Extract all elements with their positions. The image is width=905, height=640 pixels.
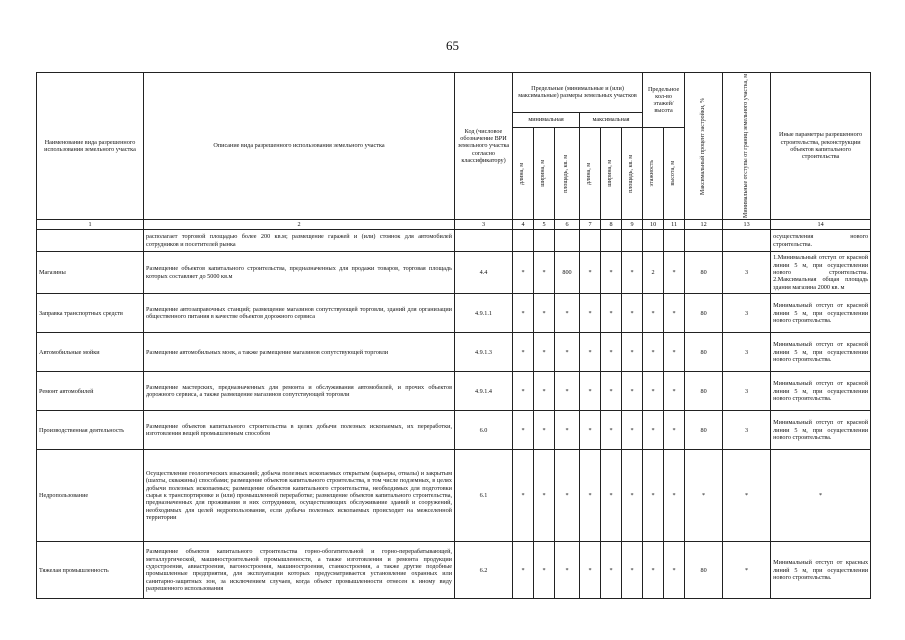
parameter-value: *: [513, 542, 534, 599]
column-number: 12: [685, 219, 723, 229]
parameter-value: *: [643, 542, 664, 599]
land-use-code: [455, 230, 513, 252]
parameter-value: [580, 230, 601, 252]
land-use-description: располагает торговой площадью более 200 кв.м; размещение гаражей и (или) стоянок для автомобилей сотрудников и посетителей рынка: [144, 230, 455, 252]
parameter-value: 3: [723, 333, 771, 372]
parameter-value: *: [580, 450, 601, 542]
parameter-value: *: [601, 333, 622, 372]
parameter-value: 80: [685, 294, 723, 333]
header-height: высота, м: [670, 161, 677, 186]
parameter-value: *: [643, 411, 664, 450]
parameter-value: *: [513, 450, 534, 542]
column-number-row: [37, 219, 871, 229]
column-number: 4: [513, 219, 534, 229]
other-parameters: Минимальный отступ от красной линии 5 м, при осуществлении нового строительства.: [771, 411, 871, 450]
parameter-value: 80: [685, 542, 723, 599]
other-parameters: осуществления нового строительства.: [771, 230, 871, 252]
header-plot-sizes: Предельные (минимальные и (или) максимальные) размеры земельных участков: [513, 73, 643, 113]
land-use-code: 4.9.1.3: [455, 333, 513, 372]
land-use-name: [37, 230, 144, 252]
land-use-name: Тяжелая промышленность: [37, 542, 144, 599]
land-use-code: 6.1: [455, 450, 513, 542]
parameter-value: [685, 230, 723, 252]
parameter-value: *: [723, 542, 771, 599]
parameter-value: *: [513, 252, 534, 294]
parameter-value: *: [622, 252, 643, 294]
header-min-setback: Минимальные отступы от границ земельного участка, м: [742, 74, 749, 218]
parameter-value: 80: [685, 252, 723, 294]
parameter-value: [534, 230, 555, 252]
parameter-value: [723, 230, 771, 252]
land-use-name: Магазины: [37, 252, 144, 294]
parameter-value: [643, 230, 664, 252]
land-use-code: 4.9.1.4: [455, 372, 513, 411]
table-row: [37, 230, 871, 252]
parameter-value: *: [643, 294, 664, 333]
header-max-length: длина, м: [586, 162, 593, 185]
header-max-area: площадь, кв. м: [628, 154, 635, 193]
parameter-value: *: [601, 252, 622, 294]
parameter-value: *: [622, 411, 643, 450]
parameter-value: *: [534, 294, 555, 333]
column-number: 5: [534, 219, 555, 229]
parameter-value: *: [622, 294, 643, 333]
header-description: Описание вида разрешенного использования земельного участка: [144, 73, 455, 220]
page-number: 65: [446, 38, 459, 53]
column-number: 11: [664, 219, 685, 229]
column-number: 10: [643, 219, 664, 229]
column-number: 7: [580, 219, 601, 229]
table-row: [37, 542, 871, 599]
header-name: Наименование вида разрешенного использования земельного участка: [37, 73, 144, 220]
parameter-value: *: [664, 450, 685, 542]
header-code: Код (числовое обозначение ВРИ земельного участка согласно классификатору): [455, 73, 513, 220]
table-row: [37, 333, 871, 372]
table-row: [37, 450, 871, 542]
land-use-name: Автомобильные мойки: [37, 333, 144, 372]
land-use-description: Размещение объектов капитального строительства в целях добычи полезных ископаемых, их переработки, изготовления вещей промышленным способом: [144, 411, 455, 450]
header-floors-height: Предельное кол-во этажей/высота: [643, 73, 685, 128]
parameter-value: *: [664, 372, 685, 411]
parameter-value: *: [622, 333, 643, 372]
land-use-code: 6.2: [455, 542, 513, 599]
parameter-value: *: [555, 294, 580, 333]
parameter-value: *: [601, 542, 622, 599]
parameter-value: *: [664, 252, 685, 294]
table-row: [37, 294, 871, 333]
table-row: [37, 411, 871, 450]
land-use-description: Размещение объектов капитального строительства, предназначенных для продажи товаров, торговая площадь которых составляет до 5000 кв.м: [144, 252, 455, 294]
column-number: 6: [555, 219, 580, 229]
parameter-value: [622, 230, 643, 252]
parameter-value: *: [555, 372, 580, 411]
column-number: 9: [622, 219, 643, 229]
other-parameters: Минимальный отступ от красной линии 5 м, при осуществлении нового строительства.: [771, 333, 871, 372]
parameter-value: *: [534, 411, 555, 450]
parameter-value: *: [643, 372, 664, 411]
parameter-value: *: [601, 372, 622, 411]
parameter-value: *: [643, 333, 664, 372]
other-parameters: Минимальный отступ от красной линии 5 м, при осуществлении нового строительства.: [771, 372, 871, 411]
parameter-value: *: [580, 372, 601, 411]
parameter-value: *: [723, 450, 771, 542]
parameter-value: *: [534, 542, 555, 599]
other-parameters: *: [771, 450, 871, 542]
parameter-value: *: [555, 542, 580, 599]
parameter-value: *: [580, 542, 601, 599]
column-number: 2: [144, 219, 455, 229]
parameter-value: *: [555, 411, 580, 450]
other-parameters: 1.Минимальный отступ от красной линии 5 м, при осуществлении нового строительства. 2.Максимальная общая площадь здания магазина 2000 кв. м: [771, 252, 871, 294]
parameter-value: *: [513, 411, 534, 450]
column-number: 14: [771, 219, 871, 229]
land-use-name: Недропользование: [37, 450, 144, 542]
other-parameters: Минимальный отступ от красной линии 5 м, при осуществлении нового строительства.: [771, 294, 871, 333]
parameter-value: *: [622, 450, 643, 542]
parameter-value: *: [643, 450, 664, 542]
column-number: 8: [601, 219, 622, 229]
parameter-value: 2: [643, 252, 664, 294]
land-use-description: Размещение объектов капитального строительства горно-обогатительной и горно-перерабатывающей, металлургической, машиностроительной промышленности, а также изготовления и ремонта продукции судостроения, авиастроения, вагоностроения, машиностроения, станкостроения, а также другие подобные промышленные предприятия, для эксплуатации которых предусматривается установление охранных или санитарно-защитных зон, за исключением случаев, когда объект промышленности отнесен к иному виду разрешенного использования: [144, 542, 455, 599]
land-use-table: [36, 72, 871, 599]
parameter-value: *: [534, 450, 555, 542]
header-min-area: площадь, кв. м: [563, 154, 570, 193]
parameter-value: *: [685, 450, 723, 542]
land-use-description: Размещение автозаправочных станций; размещение магазинов сопутствующей торговли, зданий для организации общественного питания в качестве объектов дорожного сервиса: [144, 294, 455, 333]
parameter-value: *: [534, 333, 555, 372]
header-other-params: Иные параметры разрешенного строительства, реконструкции объектов капитального строительства: [771, 73, 871, 220]
land-use-code: 6.0: [455, 411, 513, 450]
parameter-value: *: [601, 294, 622, 333]
parameter-value: 80: [685, 333, 723, 372]
parameter-value: 3: [723, 411, 771, 450]
parameter-value: [513, 230, 534, 252]
parameter-value: 80: [685, 372, 723, 411]
parameter-value: [601, 230, 622, 252]
parameter-value: *: [664, 333, 685, 372]
land-use-name: Ремонт автомобилей: [37, 372, 144, 411]
parameter-value: 800: [555, 252, 580, 294]
land-use-description: Осуществление геологических изысканий; добыча полезных ископаемых открытым (карьеры, отвалы) и закрытым (шахты, скважины) способами; размещение объектов капитального строительства, в том числе подземных, в целях добычи полезных ископаемых; размещение объектов капитального строительства, необходимых для подготовки сырья к транспортировке и (или) промышленной переработке; размещение объектов капитального строительства, предназначенных для проживания в них сотрудников, осуществляющих обслуживание зданий и сооружений, необходимых для целей недропользования, если добыча полезных ископаемых происходит на межселенной территории: [144, 450, 455, 542]
header-min-width: ширина, м: [540, 160, 547, 188]
parameter-value: *: [513, 294, 534, 333]
parameter-value: *: [513, 333, 534, 372]
parameter-value: *: [664, 542, 685, 599]
parameter-value: *: [622, 542, 643, 599]
header-maximal: максимальная: [580, 112, 643, 128]
parameter-value: *: [580, 252, 601, 294]
land-use-name: Заправка транспортных средств: [37, 294, 144, 333]
column-number: 3: [455, 219, 513, 229]
column-number: 1: [37, 219, 144, 229]
parameter-value: 3: [723, 372, 771, 411]
column-number: 13: [723, 219, 771, 229]
parameter-value: *: [555, 450, 580, 542]
other-parameters: Минимальный отступ от красных линий 5 м, при осуществлении нового строительства.: [771, 542, 871, 599]
header-max-percent: Максимальный процент застройки, %: [699, 97, 706, 195]
parameter-value: [664, 230, 685, 252]
table-row: [37, 372, 871, 411]
parameter-value: 80: [685, 411, 723, 450]
header-min-length: длина, м: [519, 162, 526, 185]
parameter-value: *: [664, 411, 685, 450]
land-use-code: 4.9.1.1: [455, 294, 513, 333]
parameter-value: *: [534, 252, 555, 294]
parameter-value: [555, 230, 580, 252]
land-use-description: Размещение мастерских, предназначенных для ремонта и обслуживания автомобилей, и прочих объектов дорожного сервиса, а также размещение магазинов сопутствующей торговли: [144, 372, 455, 411]
land-use-code: 4.4: [455, 252, 513, 294]
parameter-value: *: [580, 294, 601, 333]
parameter-value: *: [513, 372, 534, 411]
header-floors: этажность: [649, 160, 656, 187]
header-max-width: ширина, м: [607, 160, 614, 188]
land-use-description: Размещение автомобильных моек, а также размещение магазинов сопутствующей торговли: [144, 333, 455, 372]
parameter-value: *: [555, 333, 580, 372]
table-row: [37, 252, 871, 294]
parameter-value: *: [580, 411, 601, 450]
parameter-value: *: [601, 411, 622, 450]
parameter-value: *: [601, 450, 622, 542]
header-minimal: минимальная: [513, 112, 580, 128]
parameter-value: 3: [723, 252, 771, 294]
parameter-value: *: [580, 333, 601, 372]
parameter-value: *: [534, 372, 555, 411]
parameter-value: *: [622, 372, 643, 411]
parameter-value: 3: [723, 294, 771, 333]
parameter-value: *: [664, 294, 685, 333]
land-use-name: Производственная деятельность: [37, 411, 144, 450]
